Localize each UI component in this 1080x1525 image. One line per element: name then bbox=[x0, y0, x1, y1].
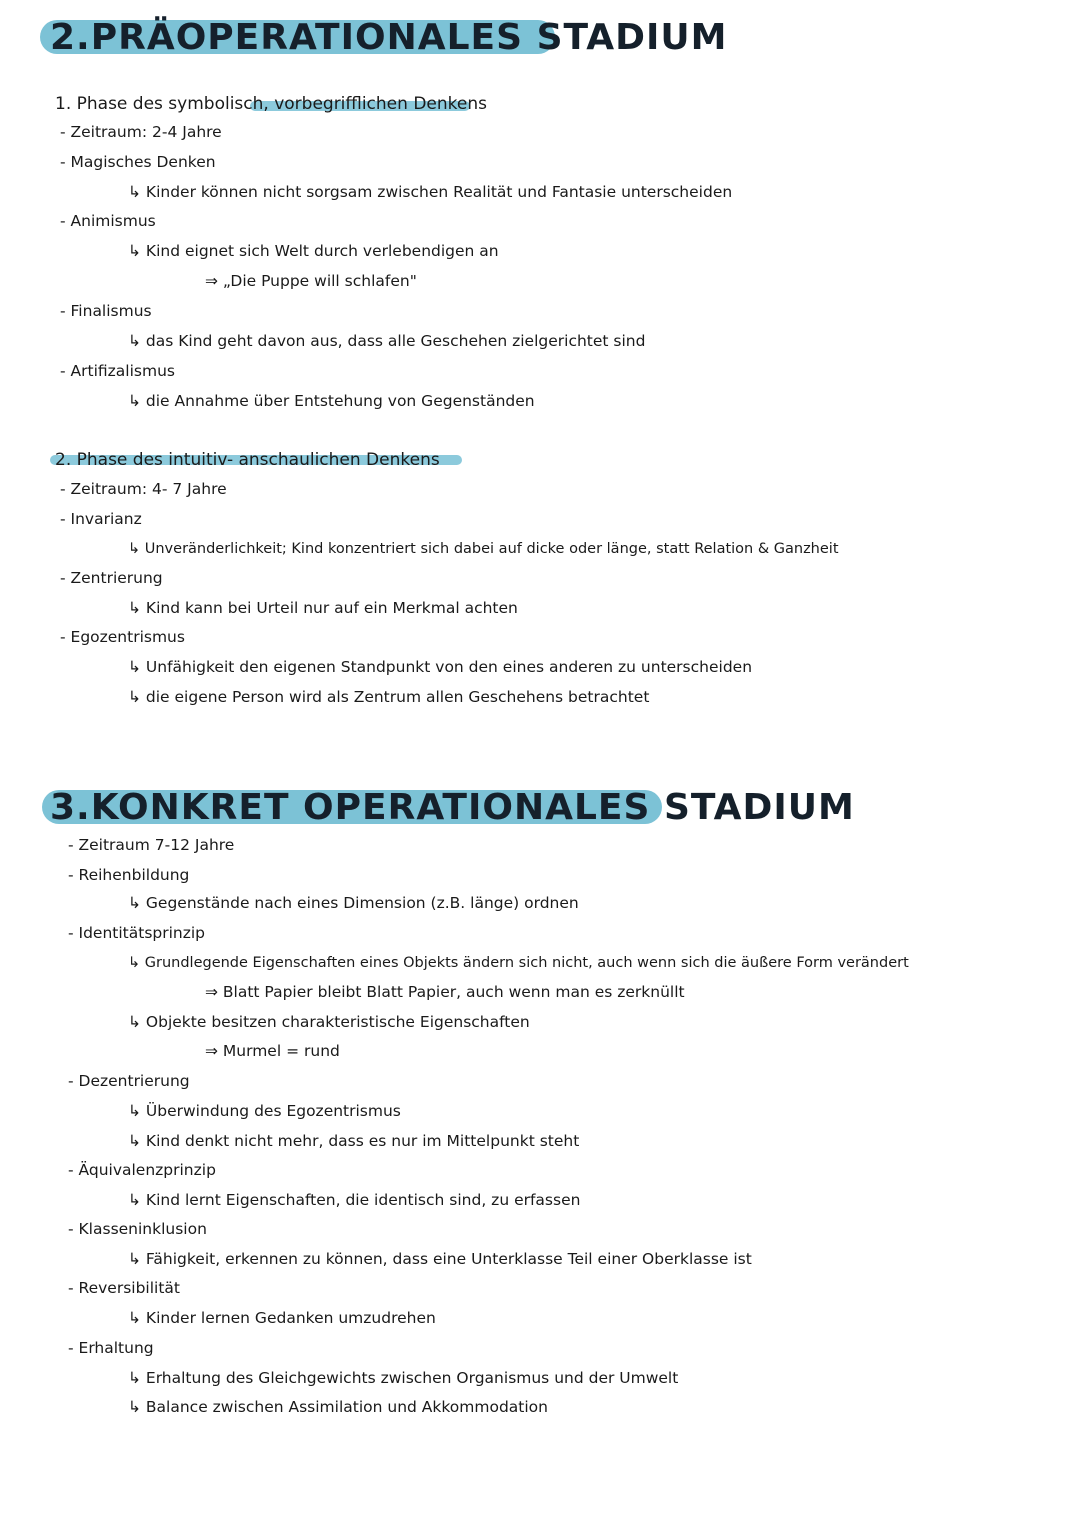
section-3-line: ↳ Balance zwischen Assimilation und Akkommodation bbox=[128, 1398, 548, 1416]
phase-2-line: ↳ Kind kann bei Urteil nur auf ein Merkmal achten bbox=[128, 599, 518, 617]
phase-2-line: ↳ Unfähigkeit den eigenen Standpunkt von den eines anderen zu unterscheiden bbox=[128, 658, 753, 676]
phase-2-heading: 2. Phase des intuitiv- anschaulichen Denkens bbox=[55, 450, 440, 470]
phase-1-line: ↳ Kind eignet sich Welt durch verlebendigen an bbox=[128, 242, 499, 260]
section-3-line: ⇒ Blatt Papier bleibt Blatt Papier, auch wenn man es zerknüllt bbox=[205, 983, 685, 1001]
phase-2-line: - Zentrierung bbox=[60, 569, 163, 587]
phase-1-line: ↳ das Kind geht davon aus, dass alle Geschehen zielgerichtet sind bbox=[128, 332, 646, 350]
phase-1-line: ↳ die Annahme über Entstehung von Gegenständen bbox=[128, 392, 535, 410]
phase-2-line: ↳ die eigene Person wird als Zentrum allen Geschehens betrachtet bbox=[128, 688, 650, 706]
section-3-line: ↳ Kinder lernen Gedanken umzudrehen bbox=[128, 1309, 436, 1327]
phase-1-line: - Finalismus bbox=[60, 302, 152, 320]
phase-1-line: - Zeitraum: 2-4 Jahre bbox=[60, 123, 222, 141]
phase-1-line: - Animismus bbox=[60, 212, 156, 230]
section-3-line: ↳ Überwindung des Egozentrismus bbox=[128, 1102, 401, 1120]
section-3-line: ↳ Kind denkt nicht mehr, dass es nur im Mittelpunkt steht bbox=[128, 1132, 580, 1150]
section-3-line: - Äquivalenzprinzip bbox=[68, 1161, 216, 1179]
section-3-line: - Reihenbildung bbox=[68, 866, 190, 884]
section-3-line: - Erhaltung bbox=[68, 1339, 154, 1357]
section-3-line: ↳ Fähigkeit, erkennen zu können, dass eine Unterklasse Teil einer Oberklasse ist bbox=[128, 1250, 752, 1268]
section-3-line: ↳ Gegenstände nach eines Dimension (z.B. länge) ordnen bbox=[128, 894, 579, 912]
section-3-title: 3.KONKRET OPERATIONALES STADIUM bbox=[50, 787, 855, 828]
phase-2-line: - Invarianz bbox=[60, 510, 142, 528]
section-3-line: ↳ Objekte besitzen charakteristische Eigenschaften bbox=[128, 1013, 530, 1031]
section-3-line: - Identitätsprinzip bbox=[68, 924, 206, 942]
section-3-line: - Zeitraum 7-12 Jahre bbox=[68, 836, 235, 854]
section-3-line: ⇒ Murmel = rund bbox=[205, 1042, 340, 1060]
section-3-line: ↳ Erhaltung des Gleichgewichts zwischen Organismus und der Umwelt bbox=[128, 1369, 679, 1387]
phase-2-line: - Egozentrismus bbox=[60, 628, 185, 646]
section-3-line: - Dezentrierung bbox=[68, 1072, 190, 1090]
phase-1-line: - Artifizalismus bbox=[60, 362, 175, 380]
section-3-line: ↳ Grundlegende Eigenschaften eines Objekts ändern sich nicht, auch wenn sich die äußere Form verändert bbox=[128, 955, 909, 971]
phase-1-line: ↳ Kinder können nicht sorgsam zwischen Realität und Fantasie unterscheiden bbox=[128, 183, 733, 201]
phase-1-heading: 1. Phase des symbolisch, vorbegrifflichen Denkens bbox=[55, 94, 487, 114]
phase-2-line: ↳ Unveränderlichkeit; Kind konzentriert sich dabei auf dicke oder länge, statt Relation & Ganzheit bbox=[128, 541, 839, 557]
section-3-line: - Klasseninklusion bbox=[68, 1220, 207, 1238]
section-3-line: ↳ Kind lernt Eigenschaften, die identisch sind, zu erfassen bbox=[128, 1191, 581, 1209]
section-2-title: 2.PRÄOPERATIONALES STADIUM bbox=[50, 17, 728, 58]
phase-2-line: - Zeitraum: 4- 7 Jahre bbox=[60, 480, 227, 498]
phase-1-line: ⇒ „Die Puppe will schlafen" bbox=[205, 272, 417, 290]
phase-1-line: - Magisches Denken bbox=[60, 153, 216, 171]
section-3-line: - Reversibilität bbox=[68, 1279, 181, 1297]
